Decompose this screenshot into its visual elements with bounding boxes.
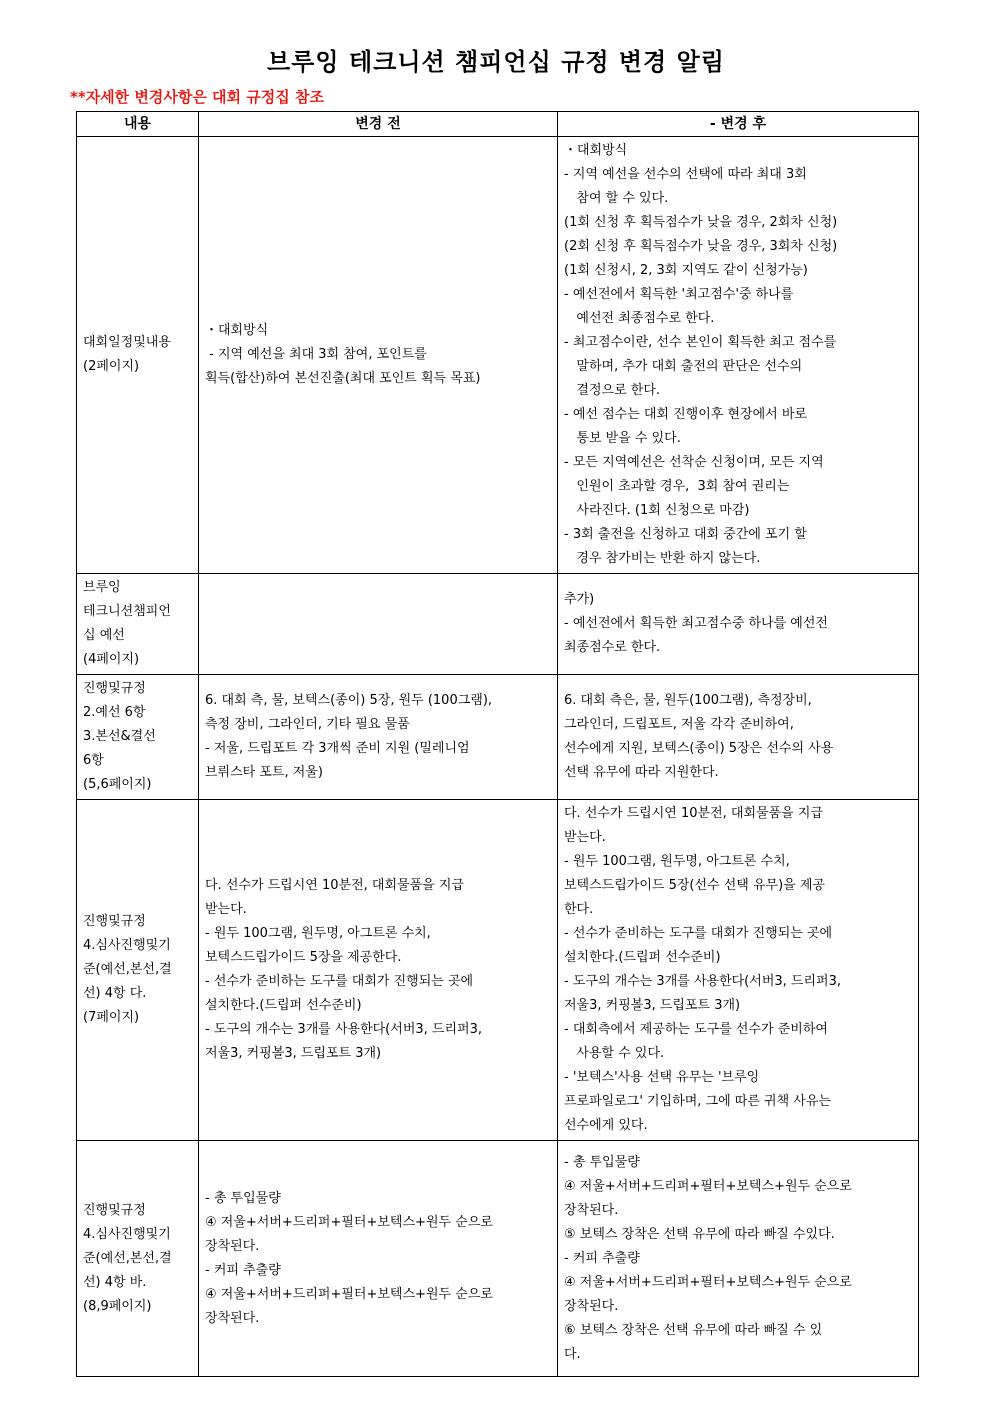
cell-line: 장착된다. (205, 1238, 260, 1254)
cell-line: (4페이지) (83, 652, 140, 667)
table-row (77, 574, 919, 675)
change-table (76, 111, 919, 1377)
cell-before (199, 574, 558, 675)
cell-line: - 예선전에서 획득한 최고점수중 하나를 예선전 (564, 616, 828, 631)
cell-line: - 커피 추출량 (205, 1262, 281, 1278)
cell-line: 대회일정및내용 (83, 335, 171, 350)
cell-line: 준(예선,본선,결 (83, 1250, 172, 1266)
table-row (77, 137, 919, 574)
cell-line: - 예선 점수는 대회 진행이후 현장에서 바로 (564, 407, 807, 422)
cell-line: 다. 선수가 드립시연 10분전, 대회물품을 지급 (564, 806, 823, 821)
cell-line: - 원두 100그램, 원두명, 아그트론 수치, (564, 854, 790, 869)
cell-line: 4.심사진행및기 (83, 1226, 171, 1242)
cell-line: - 저울, 드립포트 각 3개씩 준비 지원 (밀레니엄 (205, 741, 470, 756)
header-topic: 내용 (77, 112, 199, 137)
cell-line: ④ 저울+서버+드리퍼+필터+보텍스+원두 순으로 (564, 1178, 852, 1194)
cell-line: ④ 저울+서버+드리퍼+필터+보텍스+원두 순으로 (564, 1274, 852, 1290)
cell-line: (2페이지) (83, 359, 140, 374)
cell-line: 보텍스드립가이드 5장을 제공한다. (205, 950, 402, 965)
cell-line: 장착된다. (564, 1202, 619, 1218)
cell-line: 최종점수로 한다. (564, 640, 661, 655)
cell-line: 예선전 최종점수로 한다. (564, 311, 715, 326)
cell-line: 추가) (564, 592, 595, 607)
cell-line: 4.심사진행및기 (83, 938, 171, 953)
cell-line: 진행및규정 (83, 1202, 146, 1218)
cell-line: 선수에게 지원, 보텍스(종이) 5장은 선수의 사용 (564, 741, 834, 756)
cell-line: 6. 대회 측은, 물, 원두(100그램), 측정장비, (564, 693, 812, 708)
page-title: 브루잉 테크니션 챔피언십 규정 변경 알림 (267, 48, 725, 76)
cell-line: 십 예선 (83, 628, 125, 643)
cell-line: 진행및규정 (83, 914, 146, 929)
cell-line: 보텍스드립가이드 5장(선수 선택 유무)을 제공 (564, 878, 825, 893)
cell-line: ・대회방식 (564, 143, 628, 158)
cell-line: 사라진다. (1회 신청으로 마감) (564, 503, 750, 518)
cell-line: - 총 투입물량 (205, 1190, 281, 1206)
cell-line: 경우 참가비는 반환 하지 않는다. (564, 551, 761, 566)
cell-line: - 총 투입물량 (564, 1154, 640, 1170)
cell-line: 참여 할 수 있다. (564, 191, 669, 206)
cell-line: 선) 4항 다. (83, 986, 147, 1001)
table-row (77, 675, 919, 800)
header-after: - 변경 후 (558, 112, 919, 137)
cell-line: - 지역 예선을 선수의 선택에 따라 최대 3회 (564, 167, 807, 182)
cell-line: 3.본선&결선 (83, 729, 156, 744)
cell-line: 다. 선수가 드립시연 10분전, 대회물품을 지급 (205, 878, 464, 893)
cell-before (199, 800, 558, 1141)
cell-line: 6항 (83, 753, 104, 768)
cell-after (558, 574, 919, 675)
table-row (77, 800, 919, 1141)
cell-topic (77, 1141, 199, 1377)
cell-line: 장착된다. (564, 1298, 619, 1314)
cell-topic (77, 800, 199, 1141)
cell-line: 준(예선,본선,결 (83, 962, 172, 977)
cell-line: ⑥ 보텍스 장착은 선택 유무에 따라 빠질 수 있 (564, 1322, 823, 1338)
cell-line: - 커피 추출량 (564, 1250, 640, 1266)
cell-before (199, 137, 558, 574)
cell-line: ④ 저울+서버+드리퍼+필터+보텍스+원두 순으로 (205, 1286, 493, 1302)
cell-line: 통보 받을 수 있다. (564, 431, 681, 446)
cell-line: 결정으로 한다. (564, 383, 661, 398)
cell-line: 선택 유무에 따라 지원한다. (564, 765, 719, 780)
cell-line: - 선수가 준비하는 도구를 대회가 진행되는 곳에 (564, 926, 833, 941)
cell-line: - 도구의 개수는 3개를 사용한다(서버3, 드리퍼3, (564, 974, 841, 989)
cell-line: 한다. (564, 902, 594, 917)
cell-line: 2.예선 6항 (83, 705, 146, 720)
cell-line: 사용할 수 있다. (564, 1046, 665, 1061)
cell-line: 장착된다. (205, 1310, 260, 1326)
cell-line: ⑤ 보텍스 장착은 선택 유무에 따라 빠질 수있다. (564, 1226, 835, 1242)
cell-topic (77, 137, 199, 574)
header-before: 변경 전 (199, 112, 558, 137)
cell-line: 저울3, 커핑볼3, 드립포트 3개) (205, 1046, 382, 1061)
cell-line: 다. (564, 1346, 581, 1362)
cell-line: 브루잉 (83, 580, 121, 595)
cell-topic (77, 574, 199, 675)
cell-line: 프로파일로그' 기입하며, 그에 따른 귀책 사유는 (564, 1094, 831, 1109)
cell-line: 그라인더, 드립포트, 저울 각각 준비하여, (564, 717, 794, 732)
notice-text: **자세한 변경사항은 대회 규정집 참조 (70, 88, 324, 106)
cell-line: 진행및규정 (83, 681, 146, 696)
cell-before (199, 1141, 558, 1377)
cell-line: 받는다. (564, 830, 606, 845)
cell-topic (77, 675, 199, 800)
cell-line: 테크니션챔피언 (83, 604, 171, 619)
cell-line: 인원이 초과할 경우, 3회 참여 권리는 (564, 479, 790, 494)
cell-line: 저울3, 커핑볼3, 드립포트 3개) (564, 998, 741, 1013)
cell-before (199, 675, 558, 800)
table-header-row (77, 112, 919, 137)
cell-line: 선) 4항 바. (83, 1274, 147, 1290)
cell-line: - 지역 예선을 최대 3회 참여, 포인트를 (205, 347, 427, 362)
cell-after (558, 1141, 919, 1377)
cell-line: (5,6페이지) (83, 777, 152, 792)
cell-after (558, 137, 919, 574)
cell-line: (8,9페이지) (83, 1298, 152, 1314)
cell-line: (7페이지) (83, 1010, 140, 1025)
cell-line: - 원두 100그램, 원두명, 아그트론 수치, (205, 926, 431, 941)
cell-line: 6. 대회 측, 물, 보텍스(종이) 5장, 원두 (100그램), (205, 693, 493, 708)
table-row (77, 1141, 919, 1377)
cell-line: 설치한다.(드립퍼 선수준비) (205, 998, 362, 1013)
cell-line: 획득(합산)하여 본선진출(최대 포인트 획득 목표) (205, 371, 481, 386)
cell-line: (1회 신청 후 획득점수가 낮을 경우, 2회차 신청) (564, 215, 838, 230)
cell-line: - 선수가 준비하는 도구를 대회가 진행되는 곳에 (205, 974, 474, 989)
cell-line: - 예선전에서 획득한 '최고점수'중 하나를 (564, 287, 794, 302)
cell-line: - 대회측에서 제공하는 도구를 선수가 준비하여 (564, 1022, 828, 1037)
cell-line: 선수에게 있다. (564, 1118, 648, 1133)
cell-after (558, 800, 919, 1141)
cell-line: - 최고점수이란, 선수 본인이 획득한 최고 점수를 (564, 335, 837, 350)
cell-line: 측정 장비, 그라인더, 기타 필요 물품 (205, 717, 410, 732)
cell-after (558, 675, 919, 800)
cell-line: ・대회방식 (205, 323, 269, 338)
cell-line: ④ 저울+서버+드리퍼+필터+보텍스+원두 순으로 (205, 1214, 493, 1230)
cell-line: - 3회 출전을 신청하고 대회 중간에 포기 할 (564, 527, 807, 542)
cell-line: 설치한다.(드립퍼 선수준비) (564, 950, 721, 965)
cell-line: 브뤼스타 포트, 저울) (205, 765, 323, 780)
cell-line: 받는다. (205, 902, 247, 917)
cell-line: (1회 신청시, 2, 3회 지역도 같이 신청가능) (564, 263, 808, 278)
cell-line: (2회 신청 후 획득점수가 낮을 경우, 3회차 신청) (564, 239, 838, 254)
cell-line: - 도구의 개수는 3개를 사용한다(서버3, 드리퍼3, (205, 1022, 482, 1037)
cell-line: 말하며, 추가 대회 출전의 판단은 선수의 (564, 359, 803, 374)
cell-line: - 모든 지역예선은 선착순 신청이며, 모든 지역 (564, 455, 824, 470)
cell-line: - '보텍스'사용 선택 유무는 '브루잉 (564, 1070, 760, 1085)
